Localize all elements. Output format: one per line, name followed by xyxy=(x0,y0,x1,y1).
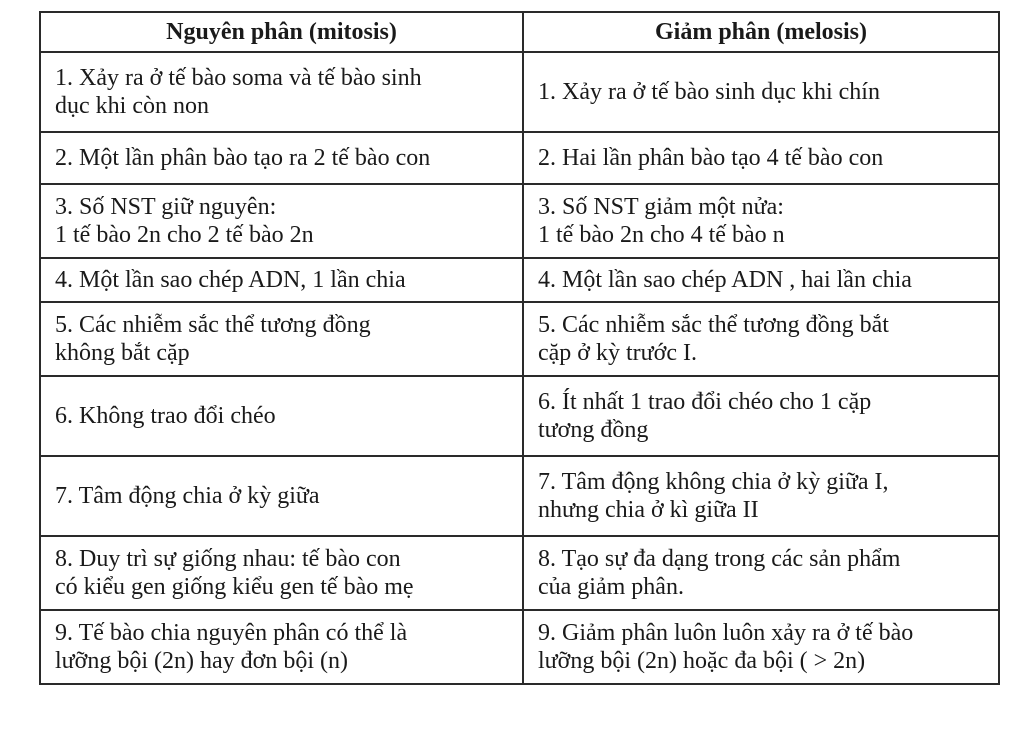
meiosis-cell: 8. Tạo sự đa dạng trong các sản phẩm của giảm phân. xyxy=(523,536,999,610)
mitosis-cell: 8. Duy trì sự giống nhau: tế bào con có kiểu gen giống kiểu gen tế bào mẹ xyxy=(40,536,523,610)
mitosis-cell: 6. Không trao đổi chéo xyxy=(40,376,523,456)
table-row xyxy=(40,302,999,376)
header-row xyxy=(40,12,999,52)
meiosis-cell: 5. Các nhiễm sắc thể tương đồng bắt cặp ở kỳ trước I. xyxy=(523,302,999,376)
mitosis-cell: 1. Xảy ra ở tế bào soma và tế bào sinh dục khi còn non xyxy=(40,52,523,132)
meiosis-cell: 4. Một lần sao chép ADN , hai lần chia xyxy=(523,258,999,302)
table-row xyxy=(40,52,999,132)
header-mitosis: Nguyên phân (mitosis) xyxy=(40,12,523,52)
table-row xyxy=(40,456,999,536)
meiosis-cell: 6. Ít nhất 1 trao đổi chéo cho 1 cặp tương đồng xyxy=(523,376,999,456)
mitosis-cell: 2. Một lần phân bào tạo ra 2 tế bào con xyxy=(40,132,523,184)
cropped-heading-fragment xyxy=(0,0,1024,10)
mitosis-cell: 4. Một lần sao chép ADN, 1 lần chia xyxy=(40,258,523,302)
meiosis-cell: 7. Tâm động không chia ở kỳ giữa I, nhưng chia ở kì giữa II xyxy=(523,456,999,536)
meiosis-cell: 3. Số NST giảm một nửa: 1 tế bào 2n cho 4 tế bào n xyxy=(523,184,999,258)
meiosis-cell: 1. Xảy ra ở tế bào sinh dục khi chín xyxy=(523,52,999,132)
table-row xyxy=(40,258,999,302)
meiosis-cell: 2. Hai lần phân bào tạo 4 tế bào con xyxy=(523,132,999,184)
table-row xyxy=(40,610,999,684)
table-row xyxy=(40,132,999,184)
mitosis-cell: 7. Tâm động chia ở kỳ giữa xyxy=(40,456,523,536)
comparison-table xyxy=(39,11,1000,685)
mitosis-cell: 9. Tế bào chia nguyên phân có thể là lưỡng bội (2n) hay đơn bội (n) xyxy=(40,610,523,684)
mitosis-cell: 3. Số NST giữ nguyên: 1 tế bào 2n cho 2 tế bào 2n xyxy=(40,184,523,258)
mitosis-cell: 5. Các nhiễm sắc thể tương đồng không bắt cặp xyxy=(40,302,523,376)
header-meiosis: Giảm phân (melosis) xyxy=(523,12,999,52)
table-row xyxy=(40,376,999,456)
table-row xyxy=(40,184,999,258)
meiosis-cell: 9. Giảm phân luôn luôn xảy ra ở tế bào lưỡng bội (2n) hoặc đa bội ( > 2n) xyxy=(523,610,999,684)
table-row xyxy=(40,536,999,610)
